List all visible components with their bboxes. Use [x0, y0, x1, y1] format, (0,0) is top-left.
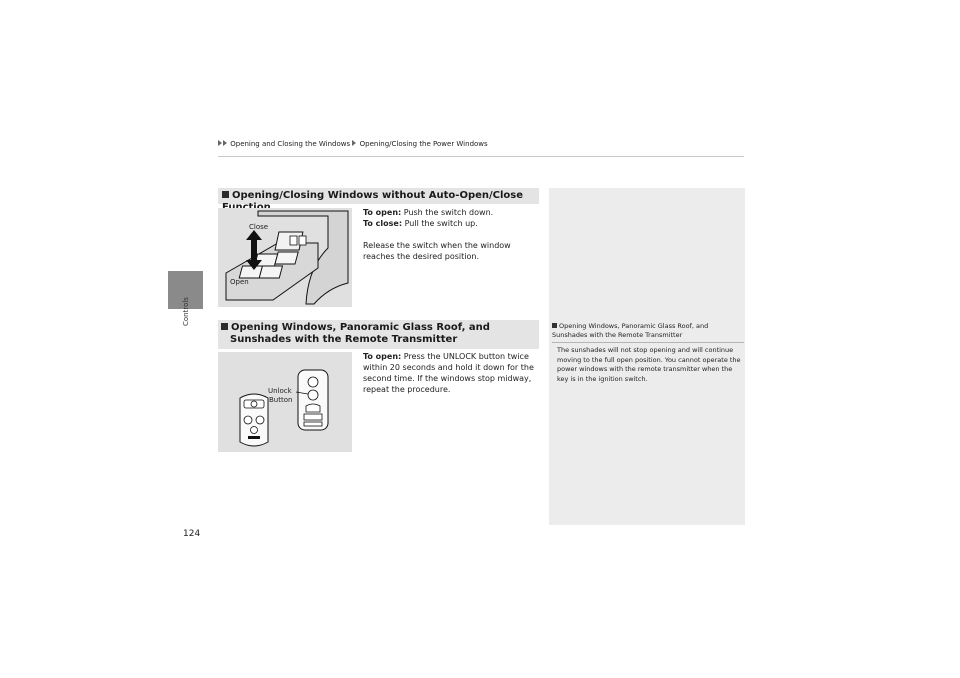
figure-label-button: Button	[269, 396, 293, 404]
breadcrumb-arrow-icon	[218, 140, 222, 146]
note-marker-icon	[552, 323, 557, 328]
close-text: Pull the switch up.	[402, 219, 478, 228]
section2-instructions	[363, 351, 538, 395]
open-label: To open:	[363, 352, 402, 361]
section-heading-text: Opening/Closing Windows without Auto-Open/Close	[232, 190, 524, 201]
figure-label-close: Close	[249, 223, 269, 231]
breadcrumb-arrow-icon	[223, 140, 227, 146]
remote-transmitter-figure	[218, 352, 352, 452]
figure-label-unlock: Unlock	[268, 387, 292, 395]
open-label: To open:	[363, 208, 402, 217]
header-divider	[218, 156, 744, 157]
section-heading	[218, 188, 539, 204]
side-note-divider	[552, 342, 744, 343]
breadcrumb-item[interactable]: Opening/Closing the Power Windows	[359, 140, 488, 148]
breadcrumb-item[interactable]: Opening and Closing the Windows	[230, 140, 351, 148]
power-window-switch-figure	[218, 208, 352, 307]
side-note-title	[552, 322, 744, 340]
close-label: To close:	[363, 219, 403, 228]
side-note-title-text: Opening Windows, Panoramic Glass Roof, and Sunshades with the Remote Transmitter	[552, 322, 709, 339]
open-text: Push the switch down.	[401, 208, 494, 217]
section-heading	[218, 320, 539, 349]
release-note: Release the switch when the window reaches the desired position.	[363, 241, 511, 261]
section-heading-text: Opening Windows, Panoramic Glass Roof, and Sunshades with the Remote Transmitter	[230, 322, 490, 345]
open-text: Press the UNLOCK button twice within 20 seconds and hold it down for the second time. If the windows stop midway, repeat the procedure.	[363, 352, 534, 394]
heading-square-icon	[221, 323, 228, 330]
side-note-body: The sunshades will not stop opening and will continue moving to the full open position. You cannot operate the power windows with the remote transmitter when the key is in the ignition switch.	[557, 346, 741, 383]
page-number: 124	[183, 529, 201, 539]
section1-instructions	[363, 207, 541, 262]
section-tab-label: Controls	[182, 297, 190, 327]
breadcrumb-arrow-icon	[352, 140, 356, 146]
breadcrumb	[218, 140, 488, 148]
heading-square-icon	[222, 191, 229, 198]
figure-label-open: Open	[230, 278, 249, 286]
